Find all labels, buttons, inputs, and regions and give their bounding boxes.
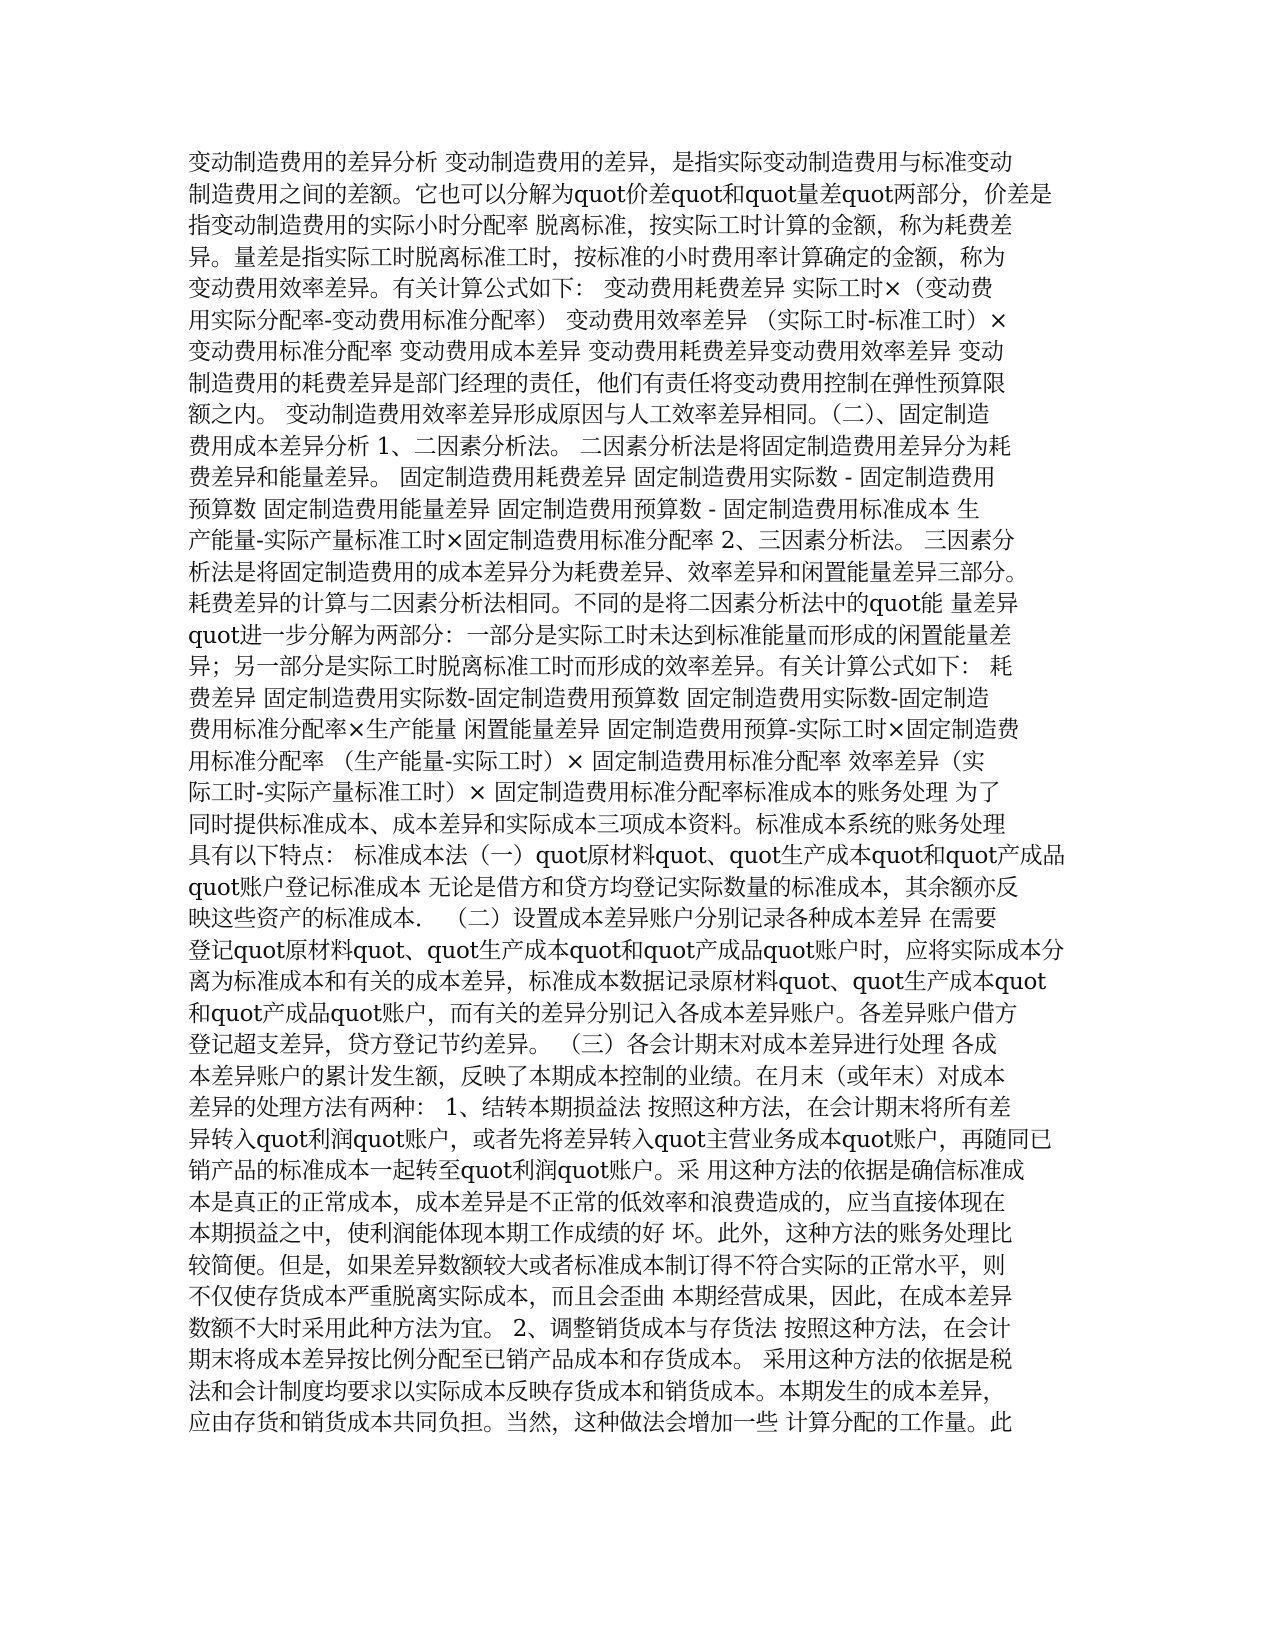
text-line: 费用标准分配率×生产能量 闲置能量差异 固定制造费用预算-实际工时×固定制造费 <box>188 717 1020 743</box>
text-line: 差异的处理方法有两种： 1、结转本期损益法 按照这种方法，在会计期末将所有差 <box>188 1095 1011 1121</box>
text-line: 制造费用的耗费差异是部门经理的责任，他们有责任将变动费用控制在弹性预算限 <box>188 370 1006 397</box>
text-line: 预算数 固定制造费用能量差异 固定制造费用预算数 - 固定制造费用标准成本 生 <box>188 496 980 523</box>
text-line: 费差异 固定制造费用实际数-固定制造费用预算数 固定制造费用实际数-固定制造 <box>188 685 989 712</box>
text-line: 离为标准成本和有关的成本差异，标准成本数据记录原材料quot、quot生产成本quot <box>188 969 1046 995</box>
text-line: 耗费差异的计算与二因素分析法相同。不同的是将二因素分析法中的quot能 量差异 <box>188 591 1019 617</box>
text-line: 异。量差是指实际工时脱离标准工时，按标准的小时费用率计算确定的金额，称为 <box>188 244 1006 271</box>
text-line: 和quot产成品quot账户，而有关的差异分别记入各成本差异账户。各差异账户借方 <box>188 1000 1018 1027</box>
text-line: 费差异和能量差异。 固定制造费用耗费差异 固定制造费用实际数 - 固定制造费用 <box>188 465 996 491</box>
text-line: 指变动制造费用的实际小时分配率 脱离标准，按实际工时计算的金额，称为耗费差 <box>188 213 1013 239</box>
text-line: 异；另一部分是实际工时脱离标准工时而形成的效率差异。有关计算公式如下： 耗 <box>188 654 1013 680</box>
text-line: 本是真正的正常成本，成本差异是不正常的低效率和浪费造成的，应当直接体现在 <box>188 1189 1006 1216</box>
text-line: 变动费用标准分配率 变动费用成本差异 变动费用耗费差异变动费用效率差异 变动 <box>188 339 1004 365</box>
text-line: quot进一步分解为两部分：一部分是实际工时未达到标准能量而形成的闲置能量差 <box>188 622 1012 649</box>
text-line: 销产品的标准成本一起转至quot利润quot账户。采 用这种方法的依据是确信标准成 <box>188 1158 1025 1184</box>
text-line: quot账户登记标准成本 无论是借方和贷方均登记实际数量的标准成本，其余额亦反 <box>188 874 1019 901</box>
text-line: 法和会计制度均要求以实际成本反映存货成本和销货成本。本期发生的成本差异， <box>188 1378 1006 1405</box>
body-text <box>188 148 1100 1440</box>
text-line: 变动制造费用的差异分析 变动制造费用的差异，是指实际变动制造费用与标准变动 <box>188 150 1013 176</box>
text-line: 制造费用之间的差额。它也可以分解为quot价差quot和quot量差quot两部分，价差是 <box>188 181 1053 208</box>
text-line: 变动费用效率差异。有关计算公式如下： 变动费用耗费差异 实际工时×（变动费 <box>188 276 993 302</box>
text-line: 具有以下特点： 标准成本法（一）quot原材料quot、quot生产成本quot和quot产成品 <box>188 843 1066 869</box>
text-line: 用标准分配率 （生产能量-实际工时）× 固定制造费用标准分配率 效率差异（实 <box>188 748 985 775</box>
text-line: 用实际分配率-变动费用标准分配率） 变动费用效率差异 （实际工时-标准工时）× <box>188 307 1008 334</box>
text-line: 异转入quot利润quot账户，或者先将差异转入quot主营业务成本quot账户，再随同已 <box>188 1126 1053 1153</box>
text-line: 额之内。 变动制造费用效率差异形成原因与人工效率差异相同。（二）、固定制造 <box>188 402 990 428</box>
text-line: 际工时-实际产量标准工时）× 固定制造费用标准分配率标准成本的账务处理 为了 <box>188 780 1001 806</box>
text-line: 费用成本差异分析 1、二因素分析法。 二因素分析法是将固定制造费用差异分为耗 <box>188 433 1011 460</box>
text-line: 本差异账户的累计发生额，反映了本期成本控制的业绩。在月末（或年末）对成本 <box>188 1063 1006 1090</box>
text-line: 登记超支差异，贷方登记节约差异。 （三）各会计期末对成本差异进行处理 各成 <box>188 1032 997 1058</box>
text-line: 登记quot原材料quot、quot生产成本quot和quot产成品quot账户时，应将实际成本分 <box>188 937 1065 964</box>
text-line: 应由存货和销货成本共同负担。当然，这种做法会增加一些 计算分配的工作量。此 <box>188 1410 1013 1436</box>
text-line: 本期损益之中，使利润能体现本期工作成绩的好 坏。此外，这种方法的账务处理比 <box>188 1221 1013 1247</box>
text-line: 产能量-实际产量标准工时×固定制造费用标准分配率 2、三因素分析法。 三因素分 <box>188 528 1015 554</box>
text-line: 期末将成本差异按比例分配至已销产品成本和存货成本。 采用这种方法的依据是税 <box>188 1347 1013 1373</box>
text-line: 较简便。但是，如果差异数额较大或者标准成本制订得不符合实际的正常水平，则 <box>188 1252 1006 1279</box>
text-line: 映这些资产的标准成本． （二）设置成本差异账户分别记录各种成本差异 在需要 <box>188 906 997 932</box>
text-line: 数额不大时采用此种方法为宜。 2、调整销货成本与存货法 按照这种方法，在会计 <box>188 1315 1011 1342</box>
text-line: 析法是将固定制造费用的成本差异分为耗费差异、效率差异和闲置能量差异三部分。 <box>188 559 1028 586</box>
text-line: 同时提供标准成本、成本差异和实际成本三项成本资料。标准成本系统的账务处理 <box>188 811 1006 838</box>
text-line: 不仅使存货成本严重脱离实际成本，而且会歪曲 本期经营成果，因此，在成本差异 <box>188 1284 1013 1310</box>
